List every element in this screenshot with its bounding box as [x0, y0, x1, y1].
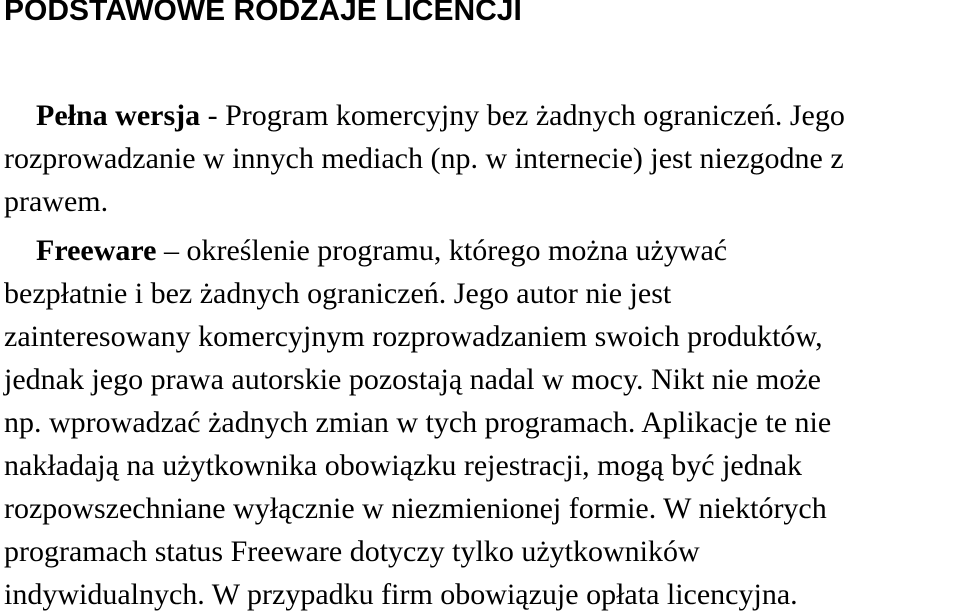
full-version-line-3: prawem.: [4, 185, 109, 218]
freeware-line-6: nakładają na użytkownika obowiązku rejestracji, mogą być jednak: [4, 449, 803, 482]
full-version-paragraph: [4, 94, 954, 223]
freeware-line-4: jednak jego prawa autorskie pozostają nadal w mocy. Nikt nie może: [4, 363, 821, 396]
freeware-line-5: np. wprowadzać żadnych zmian w tych programach. Aplikacje te nie: [4, 406, 832, 439]
freeware-paragraph: [4, 229, 954, 616]
freeware-line-1: [4, 229, 954, 272]
full-version-line-1: [4, 94, 954, 137]
freeware-line-1-text: – określenie programu, którego można używać: [156, 234, 728, 267]
full-version-line-1-text: - Program komercyjny bez żadnych ograniczeń. Jego: [200, 99, 845, 132]
freeware-line-9: indywidualnych. W przypadku firm obowiązuje opłata licencyjna.: [4, 578, 798, 611]
freeware-line-8: programach status Freeware dotyczy tylko użytkowników: [4, 535, 700, 568]
full-version-line-2: rozprowadzanie w innych mediach (np. w internecie) jest niezgodne z: [4, 142, 844, 175]
freeware-line-3: zainteresowany komercyjnym rozprowadzaniem swoich produktów,: [4, 320, 823, 353]
page-title: PODSTAWOWE RODZAJE LICENCJI: [4, 0, 522, 27]
full-version-term: Pełna wersja: [36, 99, 201, 132]
freeware-term: Freeware: [36, 234, 157, 267]
freeware-line-7: rozpowszechniane wyłącznie w niezmienionej formie. W niektórych: [4, 492, 827, 525]
freeware-line-2: bezpłatnie i bez żadnych ograniczeń. Jego autor nie jest: [4, 277, 672, 310]
